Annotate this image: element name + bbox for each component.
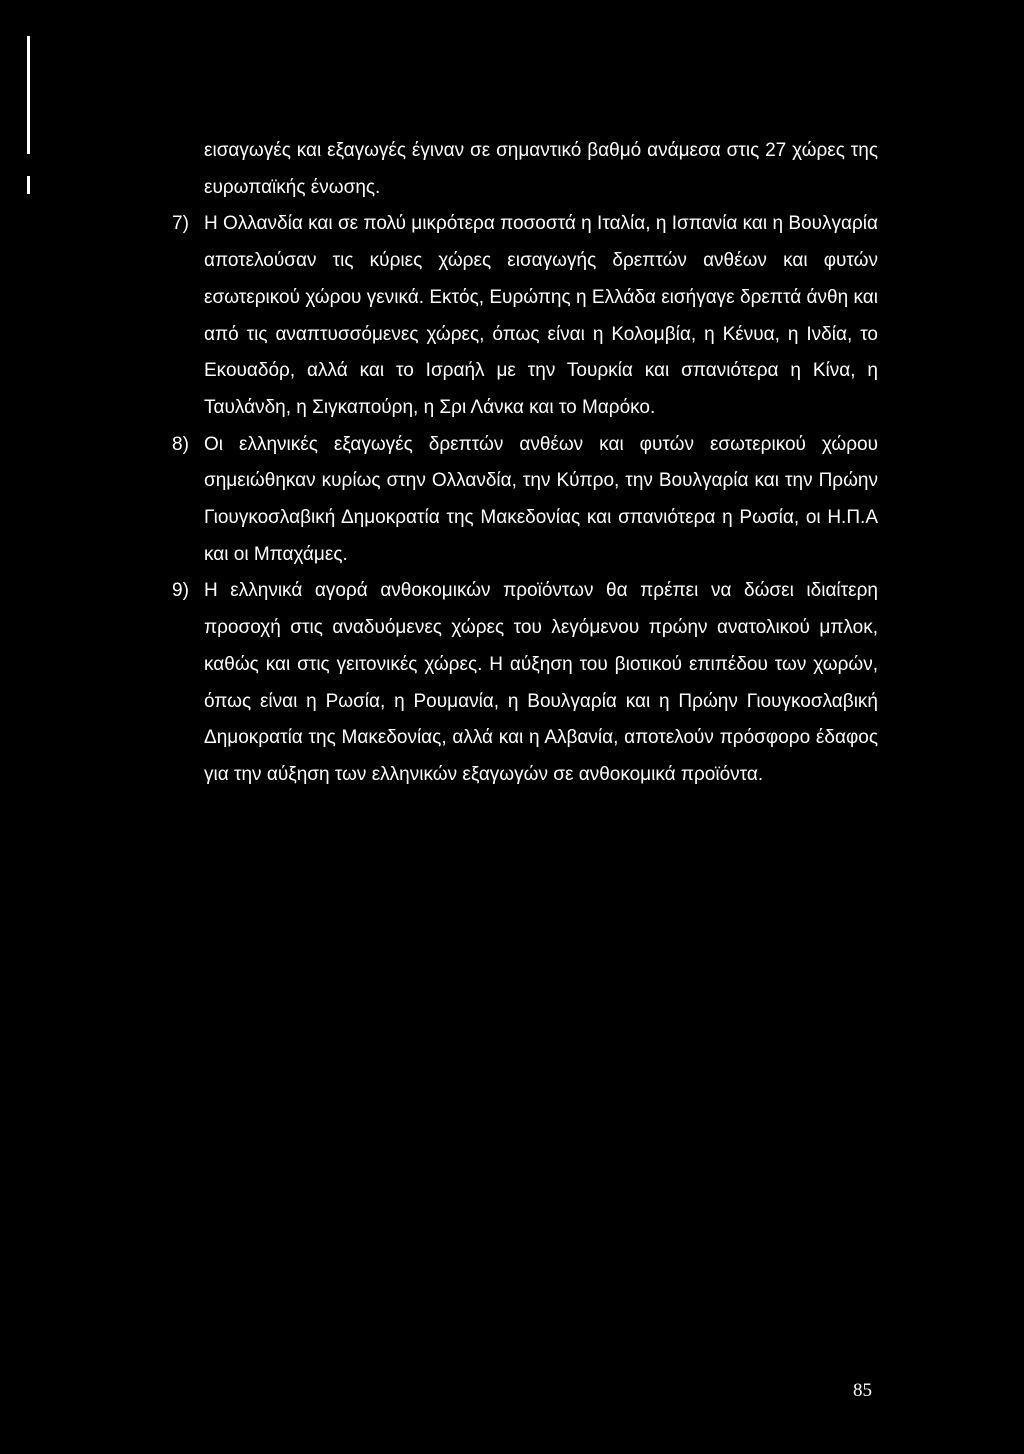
list-number: 8) bbox=[172, 433, 189, 455]
page-number: 85 bbox=[853, 1380, 872, 1401]
list-item-7 bbox=[172, 206, 878, 426]
margin-line bbox=[27, 36, 30, 154]
intro-paragraph: εισαγωγές και εξαγωγές έγιναν σε σημαντικό βαθμό ανάμεσα στις 27 χώρες της ευρωπαϊκής ένωσης. bbox=[204, 140, 878, 198]
list-item-8 bbox=[172, 427, 878, 574]
document-body bbox=[172, 133, 878, 794]
list-item-9 bbox=[172, 573, 878, 793]
list-item-text: Η ελληνικά αγορά ανθοκομικών προϊόντων θα πρέπει να δώσει ιδιαίτερη προσοχή στις αναδυόμενες χώρες του λεγόμενου πρώην ανατολικού μπλοκ, καθώς και στις γειτονικές χώρες. Η αύξηση του βιοτικού επιπέδου των χωρών, όπως είναι η Ρωσία, η Ρουμανία, η Βουλγαρία και η Πρώην Γιουγκοσλαβική Δημοκρατία της Μακεδονίας, αλλά και η Αλβανία, αποτελούν πρόσφορο έδαφος για την αύξηση των ελληνικών εξαγωγών σε ανθοκομικά προϊόντα. bbox=[204, 580, 878, 785]
list-item-text: Οι ελληνικές εξαγωγές δρεπτών ανθέων και φυτών εσωτερικού χώρου σημειώθηκαν κυρίως στην Ολλανδία, την Κύπρο, την Βουλγαρία και την Πρώην Γιουγκοσλαβική Δημοκρατία της Μακεδονίας και σπανιότερα η Ρωσία, οι Η.Π.Α και οι Μπαχάμες. bbox=[204, 433, 878, 565]
list-number: 9) bbox=[172, 580, 189, 602]
list-item-text: Η Ολλανδία και σε πολύ μικρότερα ποσοστά η Ιταλία, η Ισπανία και η Βουλγαρία αποτελούσαν τις κύριες χώρες εισαγωγής δρεπτών ανθέων και φυτών εσωτερικού χώρου γενικά. Εκτός, Ευρώπης η Ελλάδα εισήγαγε δρεπτά άνθη και από τις αναπτυσσόμενες χώρες, όπως είναι η Κολομβία, η Κένυα, η Ινδία, το Εκουαδόρ, αλλά και το Ισραήλ με την Τουρκία και σπανιότερα η Κίνα, η Ταυλάνδη, η Σιγκαπούρη, η Σρι Λάνκα και το Μαρόκο. bbox=[204, 213, 878, 418]
margin-line-fragment bbox=[27, 176, 30, 194]
list-number: 7) bbox=[172, 213, 189, 235]
